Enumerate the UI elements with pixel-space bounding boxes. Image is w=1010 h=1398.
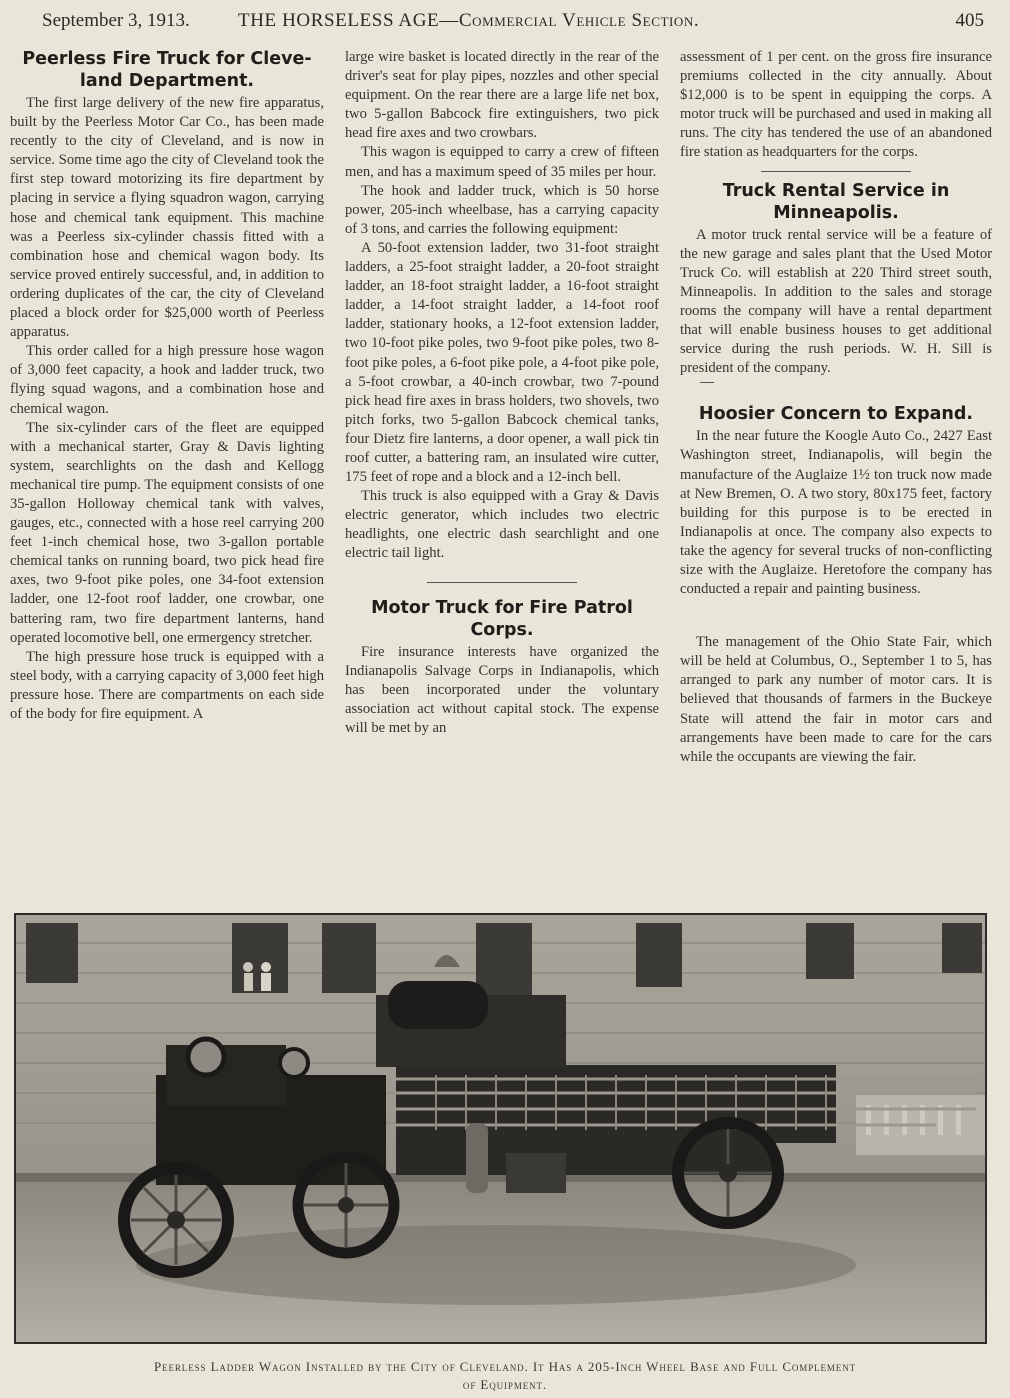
fire-truck-illustration: [16, 915, 985, 1342]
paragraph: Fire insurance interests have organized the Indianapolis Salvage Corps in Indianapolis, which has been incorporated under the voluntary association act without capital stock. The expense will be met by an: [345, 643, 659, 736]
paragraph: A 50-foot extension ladder, two 31-foot straight ladders, a 25-foot straight ladder, a 20-foot straight ladder, an 18-foot straight ladder, a 16-foot straight ladder, a 14-foot straight ladder, a 14-foot roof ladder, stationary hooks, a 12-foot extension ladder, two 10-foot pike poles, two 9-foot pike poles, two 8-foot pike poles, a 6-foot pike pole, a 4-foot pike pole, a 5-foot crowbar, a 40-inch crowbar, two 7-pound pick head fire axes in brass holders, two shovels, two pitch forks, two 5-gallon Babcock chemical tanks, four Dietz fire lanterns, a door opener, a wall pick tin roof cutter, a battering ram, an insulated wire cutter, 175 feet of rope and a block and a 12-inch bell.: [345, 239, 659, 486]
section-divider: [427, 582, 577, 583]
paragraph: A motor truck rental service will be a feature of the new garage and sales plant that the Used Motor Truck Co. will establish at 220 Third street south, Minneapolis. In addition to the sales and storage rooms the company will have a rental department that will enable business houses to get additional service during the rush periods. W. H. Sill is president of the company.: [680, 226, 992, 377]
issue-date: September 3, 1913.: [42, 10, 190, 31]
paragraph: large wire basket is located directly in the rear of the driver's seat for play pipes, nozzles and other special equipment. On the rear there are a large life net box, two 5-gallon Babcock fire extinguishers, two pick head fire axes and two crowbars.: [345, 49, 659, 142]
column-1: [10, 48, 324, 724]
page-header: [0, 8, 1010, 34]
paragraph: This wagon is equipped to carry a crew of fifteen men, and has a maximum speed of 35 miles per hour.: [345, 144, 659, 180]
article-heading-peerless: Peerless Fire Truck for Cleve- land Department.: [22, 49, 312, 91]
paragraph: The high pressure hose truck is equipped with a steel body, with a carrying capacity of 3,000 feet high pressure hose. There are compartments on each side of the body for fire equipment. A: [10, 648, 324, 722]
paragraph: The hook and ladder truck, which is 50 horse power, 205-inch wheelbase, has a carrying capacity of 3 tons, and carries the following equipment:: [345, 182, 659, 237]
section-divider: [761, 171, 911, 172]
photo-caption: Peerless Ladder Wagon Installed by the City of Cleveland. It Has a 205-Inch Wheel Base and Full Complement of Equipment.: [153, 1359, 856, 1392]
paragraph: This order called for a high pressure hose wagon of 3,000 feet capacity, a hook and ladder truck, two flying squad wagons, and a combination hose and chemical wagon.: [10, 343, 324, 417]
paragraph: assessment of 1 per cent. on the gross fire insurance premiums collected in the city annually. About $12,000 is to be spent in equipping the corps. A motor truck will be purchased and used in making all runs. The city has tendered the use of an abandoned fire station as headquarters for the corps.: [680, 49, 992, 161]
paragraph: The six-cylinder cars of the fleet are equipped with a mechanical starter, Gray & Davis lighting system, searchlights on the dash and Kellogg mechanical tire pump. The equipment consists of one 35-gallon Holloway chemical tank with valves, gauges, etc., connected with a hose reel carrying 200 feet 1-inch chemical hose, two 3-gallon portable chemical tanks on running board, two pick head fire axes, two 9-foot pike poles, one 34-foot extension ladder, one 12-foot roof ladder, one crowbar, one battering ram, two fire department lanterns, hand operated locomotive bell, one ermergency stretcher.: [10, 419, 324, 646]
paragraph: The first large delivery of the new fire apparatus, built by the Peerless Motor Car Co., has been made recently to the city of Cleveland, and is now in service. Some time ago the city of Cleveland took the first step toward motorizing its fire department by placing in service a flying squadron wagon, carrying hose and chemical tank equipment. This machine was a Peerless six-cylinder chassis fitted with a combination hose and chemical wagon body. Its service proved entirely successful, and, in addition to ordering duplicates of the car, the city of Cleveland placed a block order for $25,000 worth of Peerless apparatus.: [10, 95, 324, 341]
column-2: [345, 48, 659, 738]
section-divider: [700, 382, 714, 383]
article-heading-truck-rental: Truck Rental Service in Minneapolis.: [722, 180, 950, 223]
paragraph: The management of the Ohio State Fair, which will be held at Columbus, O., September 1 to 5, has arranged to park any number of motor cars. It is believed that thousands of farmers in the Buckeye State will attend the fair in motor cars and arrangements have been made to care for the cars while the occupants are viewing the fair.: [680, 634, 992, 765]
running-title: THE HORSELESS AGE—Commercial Vehicle Section.: [238, 10, 700, 31]
column-3: [680, 48, 992, 767]
page-number: 405: [955, 10, 984, 31]
article-heading-hoosier: Hoosier Concern to Expand.: [698, 404, 974, 425]
paragraph: This truck is also equipped with a Gray & Davis electric generator, which includes two electric headlights, one electric dash searchlight and one electric tail light.: [345, 488, 659, 562]
paragraph: In the near future the Koogle Auto Co., 2427 East Washington street, Indianapolis, will begin the manufacture of the Auglaize 1½ ton truck now made at New Bremen, O. A two story, 80x175 feet, factory building for this purpose is to be erected in Indianapolis at once. The company also expects to take the agency for several trucks of non-conflicting size with the Auglaize. Heretofore the company has conducted a repair and painting business.: [680, 428, 992, 598]
ladder-wagon-photo: [14, 913, 987, 1344]
article-heading-fire-patrol: Motor Truck for Fire Patrol Corps.: [371, 597, 633, 640]
